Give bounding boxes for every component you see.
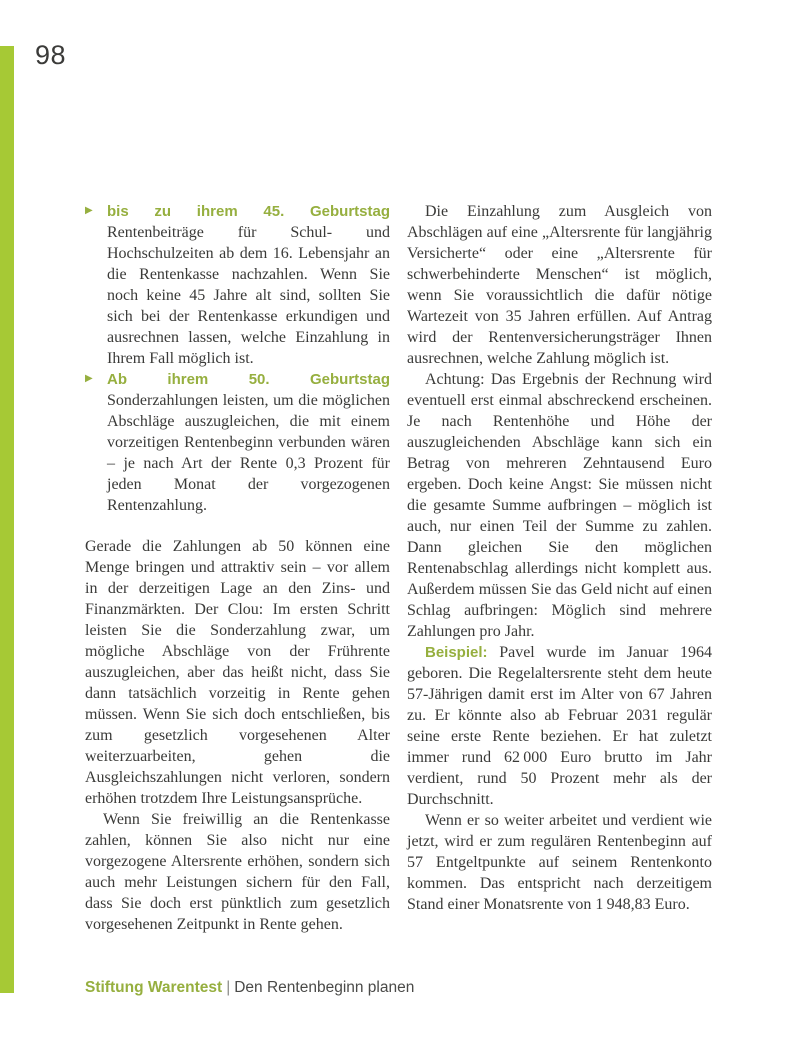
paragraph-text: Achtung: Das Ergebnis der Rechnung wird eventuell erst einmal abschreckend erscheinen. Je nach Rentenhöhe und Höhe der auszugleichenden Abschläge kann sich ein Betrag von mehreren Zehntausend Euro ergeben. Doch keine Angst: Sie müssen nicht die gesamte Summe aufbringen – möglich ist auch, nur einen Teil der Summe zu zahlen. Dann gleichen Sie den möglichen Rentenabschlag allerdings nicht komplett aus. Außerdem müssen Sie das Geld nicht auf einen Schlag aufbringen: Möglich sind mehrere Zahlungen pro Jahr. bbox=[407, 371, 712, 640]
footer-separator: | bbox=[226, 979, 231, 996]
paragraph-text: Wenn Sie freiwillig an die Rentenkasse zahlen, können Sie also nicht nur eine vorgezogene Altersrente erhöhen, sondern sich auch mehr Leistungen sichern für den Fall, dass Sie doch erst pünktlich zum gesetzlich vorgesehenen Zeitpunkt in Rente gehen. bbox=[85, 811, 390, 933]
list-item bbox=[85, 201, 390, 369]
list-item-lead: bis zu ihrem 45. Geburtstag bbox=[107, 203, 390, 220]
paragraph-text: Wenn er so weiter arbeitet und verdient wie jetzt, wird er zum regulären Rentenbeginn auf 57 Entgeltpunkte auf seinem Rentenkonto kommen. Das entspricht nach derzeitigem Stand einer Monatsrente von 1 948,83 Euro. bbox=[407, 812, 712, 913]
paragraph-text: Die Einzahlung zum Ausgleich von Abschlägen auf eine „Altersrente für langjährig Versicherte“ oder eine „Altersrente für schwerbehinderte Menschen“ ist möglich, wenn Sie voraussichtlich die dafür nötige Wartezeit von 35 Jahren erfüllen. Auf Antrag wird der Rentenversicherungsträger Ihnen ausrechnen, welche Zahlung möglich ist. bbox=[407, 203, 712, 367]
paragraph bbox=[85, 809, 390, 935]
paragraph bbox=[407, 201, 712, 369]
paragraph bbox=[407, 810, 712, 915]
arrow-bullet-icon: ▶ bbox=[85, 373, 93, 384]
left-column bbox=[85, 201, 390, 935]
paragraph-lead: Beispiel: bbox=[425, 644, 488, 661]
footer-brand: Stiftung Warentest bbox=[85, 979, 223, 996]
list-item-text bbox=[107, 201, 390, 369]
page-content bbox=[85, 201, 712, 935]
paragraph bbox=[85, 536, 390, 809]
list-item-text bbox=[107, 369, 390, 516]
list-item-body: Rentenbeiträge für Schul- und Hochschulzeiten ab dem 16. Lebensjahr an die Rentenkasse nachzahlen. Wenn Sie noch keine 45 Jahre alt sind, sollten Sie sich bei der Rentenkasse erkundigen und ausrechnen lassen, welche Einzahlung in Ihrem Fall möglich ist. bbox=[107, 224, 390, 367]
list-item-body: Sonderzahlungen leisten, um die möglichen Abschläge auszugleichen, die mit einem vorzeitigen Rentenbeginn verbunden wären – je nach Art der Rente 0,3 Prozent für jeden Monat der vorgezogenen Rentenzahlung. bbox=[107, 392, 390, 514]
paragraph bbox=[407, 369, 712, 642]
footer-chapter-title: Den Rentenbeginn planen bbox=[234, 979, 415, 996]
page-number: 98 bbox=[35, 40, 67, 70]
list-item bbox=[85, 369, 390, 516]
paragraph-text: Pavel wurde im Januar 1964 geboren. Die Regelaltersrente steht dem heute 57-Jährigen damit erst im Alter von 67 Jahren zu. Er könnte also ab Februar 2031 regulär seine erste Rente beziehen. Er hat zuletzt immer rund 62 000 Euro brutto im Jahr verdient, rund 50 Prozent mehr als der Durchschnitt. bbox=[407, 644, 712, 808]
paragraph bbox=[407, 642, 712, 810]
accent-bar bbox=[0, 46, 14, 993]
arrow-bullet-icon: ▶ bbox=[85, 205, 93, 216]
page-footer bbox=[85, 979, 414, 997]
list-item-lead: Ab ihrem 50. Geburtstag bbox=[107, 371, 390, 388]
right-column bbox=[407, 201, 712, 935]
paragraph-text: Gerade die Zahlungen ab 50 können eine Menge bringen und attraktiv sein – vor allem in der derzeitigen Lage an den Zins- und Finanzmärkten. Der Clou: Im ersten Schritt leisten Sie die Sonderzahlung zwar, um mögliche Abschläge von der Frührente auszugleichen, aber das heißt nicht, dass Sie dann tatsächlich vorzeitig in Rente gehen müssen. Wenn Sie sich doch entschließen, bis zum gesetzlich vorgesehenen Alter weiterzuarbeiten, gehen die Ausgleichszahlungen nicht verloren, sondern erhöhen trotzdem Ihre Leistungsansprüche. bbox=[85, 538, 390, 807]
bullet-list bbox=[85, 201, 390, 516]
